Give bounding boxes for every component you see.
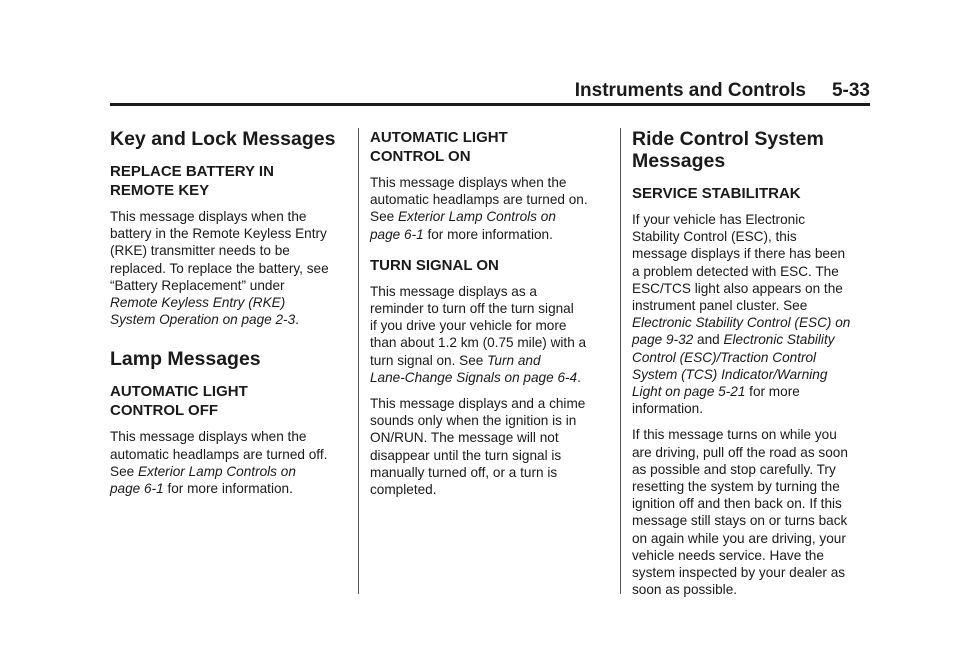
paragraph-auto-off — [110, 428, 350, 497]
cross-reference-link[interactable]: Remote Keyless Entry (RKE) — [110, 295, 286, 311]
text-line: If your vehicle has Electronic — [632, 212, 806, 227]
text-line: This message displays and a chime — [370, 396, 586, 412]
text-line: sounds only when the ignition is in — [370, 413, 577, 429]
text-line: soon as possible. — [632, 582, 738, 598]
text-line: automatic headlamps are turned on. — [370, 192, 588, 208]
text-line: than about 1.2 km (0.75 mile) with a — [370, 335, 587, 351]
heading-service-stabilitrak: SERVICE STABILITRAK — [632, 185, 801, 202]
heading-line: REMOTE KEY — [110, 182, 210, 199]
text-line: “Battery Replacement” under — [110, 277, 285, 293]
paragraph-auto-on — [370, 174, 610, 243]
text-line: instrument panel cluster. See — [632, 298, 808, 314]
heading-ride-control-messages — [632, 128, 872, 172]
header-text — [575, 80, 870, 102]
heading-lamp-messages: Lamp Messages — [110, 348, 261, 371]
text-fragment: turn signal on. See — [370, 352, 488, 368]
cross-reference-link[interactable]: System Operation on page 2‑3 — [110, 312, 296, 328]
text-fragment: for more information. — [423, 226, 553, 242]
cross-reference-link[interactable]: Control (ESC)/Traction Control — [632, 349, 817, 365]
text-line: This message displays when the — [370, 175, 567, 190]
text-line: reminder to turn off the turn signal — [370, 301, 574, 317]
heading-line: REPLACE BATTERY IN — [110, 163, 274, 180]
header-rule — [110, 103, 870, 106]
paragraph-driving — [632, 426, 872, 598]
text-fragment: . — [577, 369, 581, 385]
heading-line: AUTOMATIC LIGHT — [110, 383, 248, 401]
text-line: This message displays when the — [110, 429, 307, 445]
cross-reference-link[interactable]: Exterior Lamp Controls on — [397, 209, 556, 225]
column-divider — [358, 128, 359, 594]
heading-line: AUTOMATIC LIGHT — [370, 129, 508, 146]
text-line: disappear until the turn signal is — [370, 447, 562, 463]
text-line: ignition off and then back on. If this — [632, 496, 842, 512]
paragraph-battery — [110, 208, 350, 328]
text-line: battery in the Remote Keyless Entry — [110, 226, 327, 242]
heading-line: Messages — [632, 150, 726, 172]
paragraph-chime — [370, 395, 610, 498]
heading-turn-signal-on: TURN SIGNAL ON — [370, 256, 499, 274]
heading-auto-light-on — [370, 128, 610, 166]
cross-reference-link[interactable]: Electronic Stability — [723, 332, 835, 348]
section-title: Instruments and Controls — [574, 80, 806, 101]
text-line: manually turned off, or a turn is — [370, 464, 558, 480]
text-line: completed. — [370, 482, 437, 498]
text-fragment: and — [693, 332, 724, 348]
text-line: replaced. To replace the battery, see — [110, 260, 329, 276]
text-line: Stability Control (ESC), this — [632, 229, 797, 245]
text-line: message displays if there has been — [632, 246, 846, 262]
text-line: system inspected by your dealer as — [632, 565, 846, 581]
column-right — [632, 128, 872, 607]
text-fragment: for more — [745, 384, 800, 400]
text-fragment: See — [370, 209, 398, 225]
text-line: vehicle needs service. Have the — [632, 547, 824, 563]
cross-reference-link[interactable]: Exterior Lamp Controls on — [137, 463, 296, 479]
page-number: 5-33 — [831, 80, 870, 101]
heading-line: Ride Control System — [632, 128, 824, 150]
text-line: information. — [632, 401, 704, 417]
text-line: as possible and stop carefully. Try — [632, 461, 836, 477]
text-line: This message displays when the — [110, 209, 307, 224]
text-line: are driving, pull off the road as soon — [632, 444, 848, 460]
text-line: if you drive your vehicle for more — [370, 318, 567, 334]
column-divider — [620, 128, 621, 594]
text-line: message still stays on or turns back — [632, 513, 848, 529]
cross-reference-link[interactable]: System (TCS) Indicator/Warning — [632, 366, 828, 382]
cross-reference-link[interactable]: Turn and — [487, 352, 541, 368]
paragraph-turn-signal — [370, 283, 610, 386]
text-fragment: See — [110, 463, 138, 479]
cross-reference-link[interactable]: page 6‑1 — [370, 226, 424, 242]
page-header — [110, 80, 870, 102]
text-line: a problem detected with ESC. The — [632, 263, 839, 279]
cross-reference-link[interactable]: Electronic Stability Control (ESC) on — [632, 315, 851, 331]
heading-replace-battery — [110, 162, 350, 200]
text-fragment: . — [295, 312, 299, 328]
text-line: ESC/TCS light also appears on the — [632, 280, 843, 296]
cross-reference-link[interactable]: page 9‑32 — [632, 332, 694, 348]
heading-line: CONTROL OFF — [110, 402, 219, 420]
text-line: If this message turns on while you — [632, 427, 837, 443]
text-line: (RKE) transmitter needs to be — [110, 243, 290, 259]
cross-reference-link[interactable]: Light on page 5‑21 — [632, 384, 746, 400]
text-line: ON/RUN. The message will not — [370, 430, 559, 446]
column-left — [110, 128, 350, 506]
text-fragment: for more information. — [163, 481, 293, 497]
paragraph-esc — [632, 211, 872, 417]
heading-auto-light-off — [110, 382, 350, 420]
text-line: on again while you are driving, your — [632, 530, 846, 546]
text-line: automatic headlamps are turned off. — [110, 446, 328, 462]
heading-key-lock-messages: Key and Lock Messages — [110, 128, 336, 150]
text-line: This message displays as a — [370, 283, 537, 299]
cross-reference-link[interactable]: page 6‑1 — [110, 481, 164, 497]
column-middle — [370, 128, 610, 507]
heading-line: CONTROL ON — [370, 148, 471, 165]
text-line: resetting the system by turning the — [632, 479, 840, 495]
cross-reference-link[interactable]: Lane‑Change Signals on page 6‑4 — [370, 369, 578, 385]
